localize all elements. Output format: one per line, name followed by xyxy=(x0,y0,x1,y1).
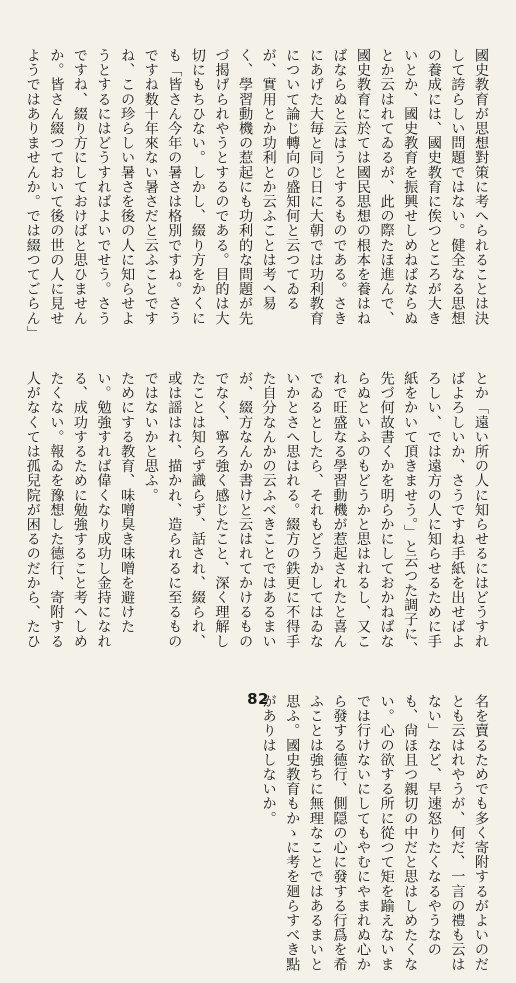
paragraph-1: 國史教育が思想對策に考へられることは決して誇らしい問題ではない。健全なる思想の養成には、國史教育に俟つところが大きいとか、國史教育を振興せしめねばならぬとか云はれてゐるが、此の際たほ進んで、國史教育に於ては國民思想の根本を養はねばならぬと云はうとするものである。さきにあげた大毎と同じ日に大朝では功利教育について論じ轉向の盛知何と云つてゐるが、實用とか功利とか云ふことは考へ易く、學習動機の惹起にも功利的な問題が先づ揭げられやうとするのである。目的は大切にもちひない。しかし、綴り方をかくにも「皆さん今年の暑さは格別ですね。さうですね数十年來ない暑さだと云ふことですね、この珍らしい暑さを後の人に知らせようとするにはどうすればよいでせう。さうですね、綴り方にしておけばと思ひませんか。皆さん綴つておいて後の世の人に見せようではありませんか。では綴つてごらん」とか「遠い所の人に知らせるにはどうすればよろしいか、さうですね手紙を出せばよろしい、では遠方の人に知らせるために手紙をかいて頂きませう。」と云つた調子に、先づ何故書くかを明らかにしておかねばならぬといふのもどうかと思はれるし、又これで旺盛なる學習動機が惹起されたと喜んでゐるとしたら、それもどうかしてはゐないかとさへ思はれる。綴方の鉄更に不得手た自分なんかの云ふべきことではあるまいが、綴方なんか書けと云はれてかけるものでなく、寧ろ強く感じたこと、深く理解したことは知らず識らず、話され、綴られ、或は謡はれ、描かれ、造られるに至るものではないかと思ふ。 xyxy=(24,48,489,656)
page-number: 82 xyxy=(247,690,269,708)
paragraph-2: ためにする教育、味噌臭き味噌を避けたい。勉強すれば偉くなり成功し金持になれる、成功するために勉強すること考へしめたくない。報ゐを豫想した德行、寄附する人がなくては孤兒院が困るのだから、たひ名を賣るためでも多く寄附するがよいのだとも云はれやうが、何だ、一言の禮も云はない」など、早速怒りたくなるやうなのも、尙ほ且つ親切の中だと思はしめたくない。心の欲する所に從つて矩を踰えないまでは行けないにしてもやむにやまれぬ心から發する德行、側隠の心に發する行爲を希ふことは強ちに無理なことではあるまいと思ふ。國史教育もかゝに考を廻らすべき點がありはしないか。 xyxy=(24,371,489,972)
